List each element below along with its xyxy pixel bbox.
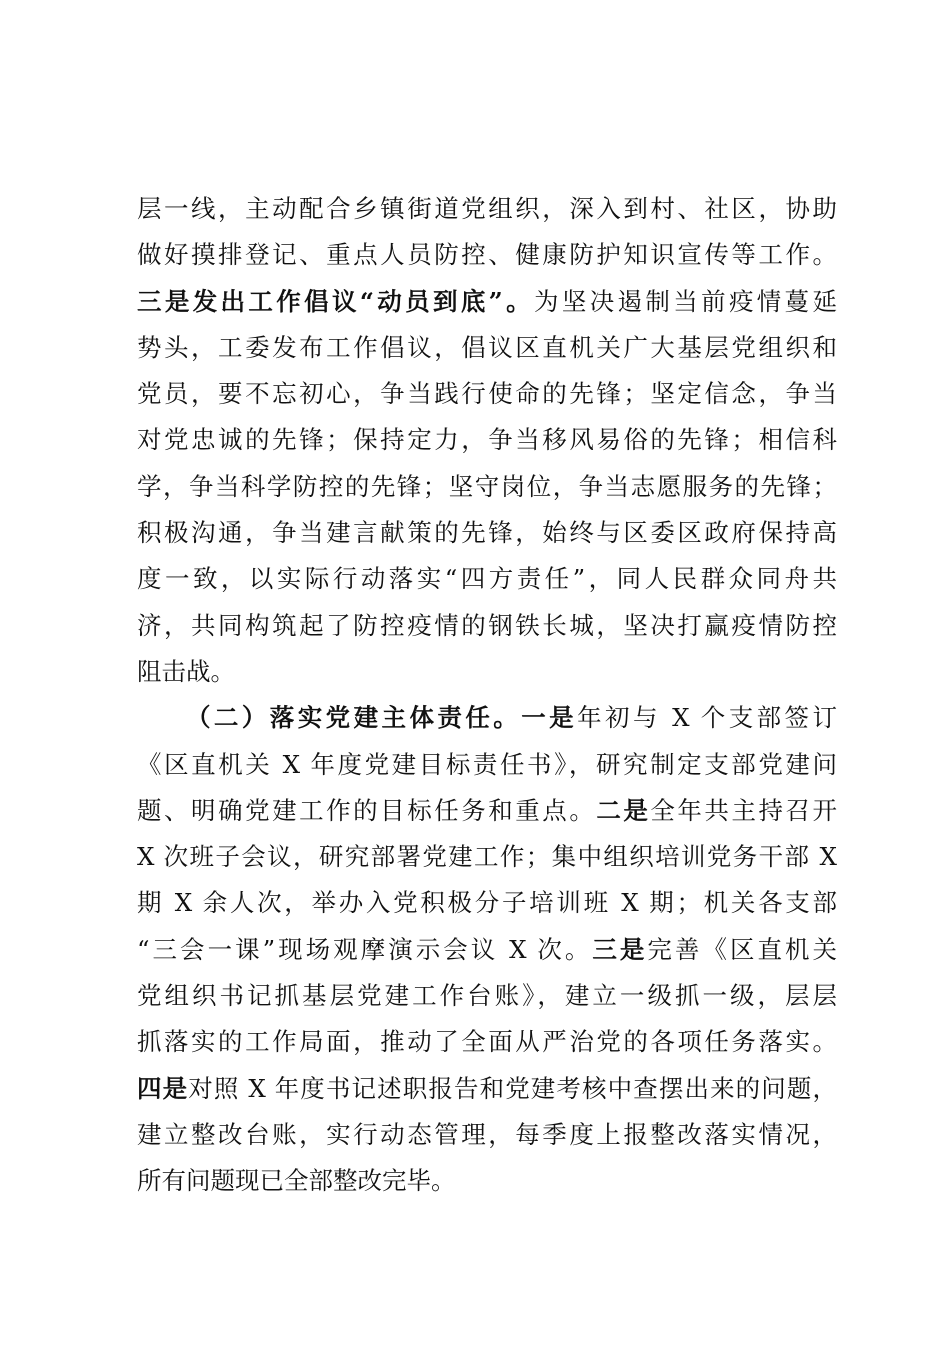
text-line (137, 279, 837, 325)
bold-text-segment: 四是 (137, 1073, 189, 1103)
text-line (137, 186, 837, 232)
text-line (137, 371, 837, 417)
text-line (137, 325, 837, 371)
text-segment: 党员，要不忘初心，争当践行使命的先锋；坚定信念，争当 (137, 379, 837, 409)
document-body (137, 186, 837, 1205)
text-segment: 学，争当科学防控的先锋；坚守岗位，争当志愿服务的先锋； (137, 471, 837, 501)
text-segment: 建立整改台账，实行动态管理，每季度上报整改落实情况， (137, 1119, 837, 1149)
text-line (137, 880, 837, 926)
text-line (137, 556, 837, 602)
text-segment: 抓落实的工作局面，推动了全面从严治党的各项任务落实。 (137, 1027, 837, 1057)
text-line (137, 603, 837, 649)
text-segment: 全年共主持召开 (650, 795, 838, 825)
text-segment: 《区直机关 X 年度党建目标责任书》，研究制定支部党建问 (137, 749, 837, 779)
text-line (137, 695, 837, 741)
text-line (137, 1158, 837, 1204)
text-line (137, 973, 837, 1019)
text-segment: 济，共同构筑起了防控疫情的钢铁长城，坚决打赢疫情防控 (137, 610, 837, 640)
text-line (137, 649, 837, 695)
text-segment: 做好摸排登记、重点人员防控、健康防护知识宣传等工作。 (137, 240, 837, 270)
text-segment: 所有问题现已全部整改完毕。 (137, 1166, 456, 1196)
bold-text-segment: 三是 (592, 934, 648, 964)
text-line (137, 834, 837, 880)
text-line (137, 1112, 837, 1158)
text-line (137, 788, 837, 834)
text-line (137, 1019, 837, 1065)
bold-text-segment: （二）落实党建主体责任。一是 (186, 703, 578, 733)
text-segment: 对照 X 年度书记述职报告和党建考核中查摆出来的问题， (188, 1073, 838, 1103)
text-line (137, 464, 837, 510)
text-segment: X 次班子会议，研究部署党建工作；集中组织培训党务干部 X (137, 842, 837, 872)
text-segment: 势头，工委发布工作倡议，倡议区直机关广大基层党组织和 (137, 332, 837, 362)
text-segment: “三会一课”现场观摩演示会议 X 次。 (137, 934, 593, 964)
text-segment: 党组织书记抓基层党建工作台账》，建立一级抓一级，层层 (137, 981, 837, 1011)
bold-text-segment: 二是 (596, 795, 651, 825)
text-line (137, 1066, 837, 1112)
text-segment: 层一线，主动配合乡镇街道党组织，深入到村、社区，协助 (137, 194, 837, 223)
text-segment: 完善《区直机关 (647, 934, 838, 964)
bold-text-segment: 三是发出工作倡议“动员到底”。 (137, 286, 534, 316)
text-line (137, 510, 837, 556)
text-segment: 期 X 余人次，举办入党积极分子培训班 X 期；机关各支部 (137, 888, 837, 918)
text-segment: 为坚决遏制当前疫情蔓延 (533, 286, 838, 316)
text-segment: 度一致，以实际行动落实“四方责任”，同人民群众同舟共 (137, 564, 837, 594)
text-line (137, 232, 837, 278)
text-segment: 积极沟通，争当建言献策的先锋，始终与区委区政府保持高 (137, 518, 837, 548)
text-segment: 题、明确党建工作的目标任务和重点。 (137, 795, 597, 825)
text-segment: 对党忠诚的先锋；保持定力，争当移风易俗的先锋；相信科 (137, 425, 837, 455)
text-line (137, 742, 837, 788)
text-line (137, 927, 837, 973)
text-segment: 阻击战。 (137, 656, 235, 686)
text-line (137, 417, 837, 463)
text-segment: 年初与 X 个支部签订 (577, 703, 837, 733)
